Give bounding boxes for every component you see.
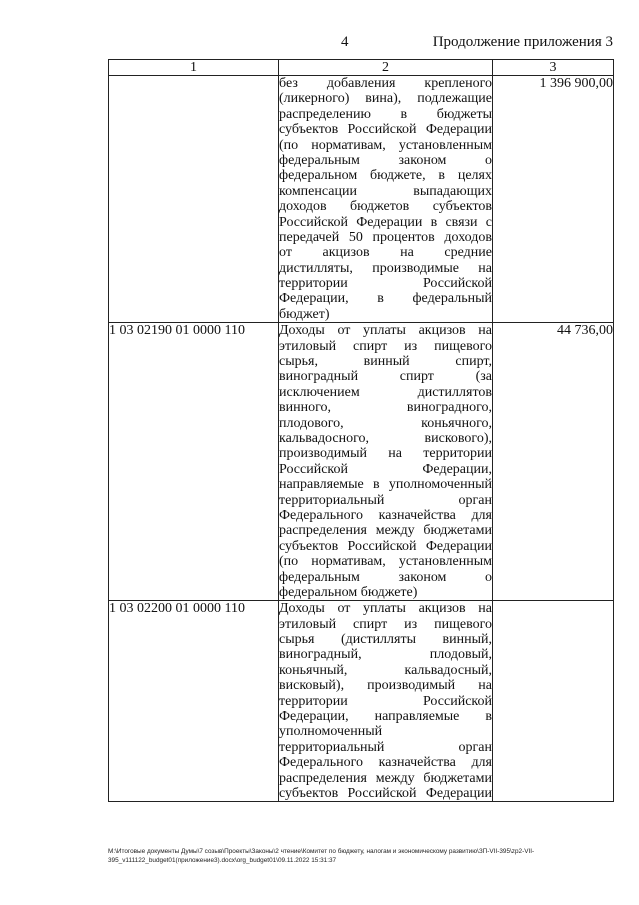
- table-row: [109, 323, 614, 601]
- description-line: направляемые в уполномоченный: [279, 477, 492, 493]
- description-line: территориальный орган: [279, 739, 492, 755]
- description-line: Федерации, направляемые в: [279, 709, 492, 725]
- description-line: доходов бюджетов субъектов: [279, 199, 492, 215]
- description-line: производимый на территории: [279, 446, 492, 462]
- description-line: федеральном бюджете, в целях: [279, 168, 492, 184]
- description-line: территориальный орган: [279, 492, 492, 508]
- description-line: дистилляты, производимые на: [279, 260, 492, 276]
- description-line: передачей 50 процентов доходов: [279, 229, 492, 245]
- revenue-description: [279, 76, 493, 323]
- description-line: Федерального казначейства для: [279, 507, 492, 523]
- description-line: субъектов Российской Федерации: [279, 538, 492, 554]
- revenue-amount: [493, 601, 614, 802]
- description-line: распределения между бюджетами: [279, 523, 492, 539]
- column-header-1: 1: [109, 60, 279, 76]
- description-line: компенсации выпадающих: [279, 183, 492, 199]
- description-line: субъектов Российской Федерации: [279, 785, 492, 801]
- description-line: этиловый спирт из пищевого: [279, 338, 492, 354]
- description-line: Федерации, в федеральный: [279, 291, 492, 307]
- description-line: плодового, коньячного,: [279, 415, 492, 431]
- description-line: Доходы от уплаты акцизов на: [279, 323, 492, 339]
- table-row: [109, 76, 614, 323]
- table-header-row: [109, 60, 614, 76]
- description-line: исключением дистиллятов: [279, 384, 492, 400]
- continuation-label: Продолжение приложения 3: [432, 34, 613, 50]
- description-line: винного, виноградного,: [279, 400, 492, 416]
- description-line: виноградный, плодовый,: [279, 647, 492, 663]
- description-line: этиловый спирт из пищевого: [279, 616, 492, 632]
- description-line: от акцизов на средние: [279, 245, 492, 261]
- description-line: (по нормативам, установленным: [279, 554, 492, 570]
- description-line: сырья (дистилляты винный,: [279, 632, 492, 648]
- revenue-description: [279, 601, 493, 802]
- revenue-code: 1 03 02190 01 0000 110: [109, 323, 279, 601]
- description-line: территории Российской: [279, 276, 492, 292]
- description-line: виноградный спирт (за: [279, 369, 492, 385]
- revenue-description: [279, 323, 493, 601]
- table-row: [109, 601, 614, 802]
- description-line: кальвадосного, вискового),: [279, 430, 492, 446]
- description-line: без добавления крепленого: [279, 76, 492, 91]
- file-path-footer: M:\Итоговые документы Думы\7 созыв\Проекты\Законы\2 чтение\Комитет по бюджету, налогам и экономическому развитию\ЗП-VII-395\zp2-VII-395_v111122_budget01(приложение3).docx\org_budget01\09.11.2022 15:31:37: [108, 848, 535, 864]
- description-line: коньячный, кальвадосный,: [279, 662, 492, 678]
- column-header-3: 3: [493, 60, 614, 76]
- revenue-code: 1 03 02200 01 0000 110: [109, 601, 279, 802]
- description-line: уполномоченный: [279, 724, 383, 740]
- description-line: Федерального казначейства для: [279, 755, 492, 771]
- column-header-2: 2: [279, 60, 493, 76]
- page-number: 4: [341, 34, 349, 50]
- description-line: распределению в бюджеты: [279, 106, 492, 122]
- revenue-code: [109, 76, 279, 323]
- description-line: федеральном бюджете): [279, 584, 418, 600]
- description-line: федеральным законом о: [279, 569, 492, 585]
- description-line: сырья, винный спирт,: [279, 354, 492, 370]
- description-line: бюджет): [279, 306, 330, 322]
- description-line: Российской Федерации в связи с: [279, 214, 492, 230]
- description-line: территории Российской: [279, 693, 492, 709]
- revenue-amount: 1 396 900,00: [493, 76, 614, 323]
- description-line: (по нормативам, установленным: [279, 137, 492, 153]
- revenue-amount: 44 736,00: [493, 323, 614, 601]
- description-line: Доходы от уплаты акцизов на: [279, 601, 492, 617]
- description-line: (ликерного) вина), подлежащие: [279, 91, 492, 107]
- description-line: Российской Федерации,: [279, 461, 492, 477]
- description-line: распределения между бюджетами: [279, 770, 492, 786]
- description-line: федеральным законом о: [279, 152, 492, 168]
- description-line: висковый), производимый на: [279, 678, 492, 694]
- description-line: субъектов Российской Федерации: [279, 122, 492, 138]
- budget-table: [108, 59, 614, 802]
